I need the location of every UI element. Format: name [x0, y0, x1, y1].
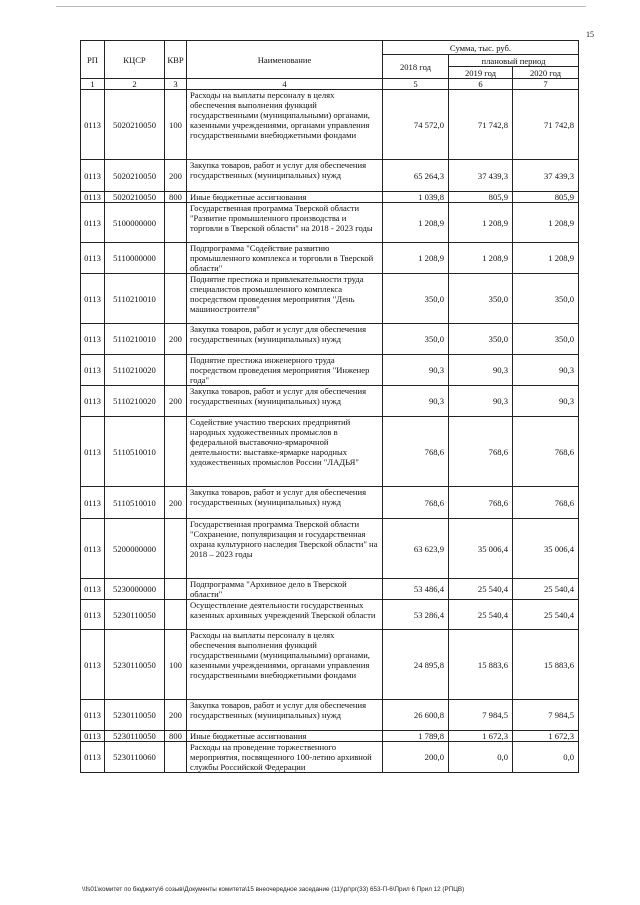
- row-amount-2020: 71 742,8: [513, 90, 579, 160]
- row-kvr: [165, 243, 187, 274]
- table-row: [81, 417, 579, 487]
- row-kcsr: 5230110050: [105, 731, 165, 742]
- row-name: Осуществление деятельности государственных казенных архивных учреждений Тверской области: [187, 600, 383, 630]
- row-amount-2019: 71 742,8: [449, 90, 513, 160]
- row-amount-2020: 7 984,5: [513, 700, 579, 731]
- row-name: Иные бюджетные ассигнования: [187, 192, 383, 203]
- row-amount-2018: 768,6: [383, 417, 449, 487]
- row-kvr: 800: [165, 731, 187, 742]
- row-rp: 0113: [81, 274, 105, 324]
- table-row: [81, 519, 579, 579]
- column-index: 1: [81, 79, 105, 90]
- column-index: 7: [513, 79, 579, 90]
- row-kcsr: 5110210010: [105, 324, 165, 355]
- row-rp: 0113: [81, 243, 105, 274]
- column-index: 2: [105, 79, 165, 90]
- row-kcsr: 5230110050: [105, 630, 165, 700]
- row-amount-2020: 0,0: [513, 742, 579, 773]
- row-name: Иные бюджетные ассигнования: [187, 731, 383, 742]
- column-index: 4: [187, 79, 383, 90]
- row-rp: 0113: [81, 160, 105, 192]
- row-rp: 0113: [81, 203, 105, 243]
- row-amount-2018: 26 600,8: [383, 700, 449, 731]
- column-index-row: [81, 79, 579, 90]
- row-amount-2019: 37 439,3: [449, 160, 513, 192]
- row-kcsr: 5110510010: [105, 417, 165, 487]
- row-rp: 0113: [81, 90, 105, 160]
- row-amount-2019: 25 540,4: [449, 600, 513, 630]
- row-amount-2020: 350,0: [513, 324, 579, 355]
- row-amount-2019: 90,3: [449, 355, 513, 386]
- row-rp: 0113: [81, 417, 105, 487]
- row-kvr: [165, 274, 187, 324]
- row-rp: 0113: [81, 386, 105, 417]
- row-name: Закупка товаров, работ и услуг для обеспечения государственных (муниципальных) нужд: [187, 700, 383, 731]
- row-amount-2019: 805,9: [449, 192, 513, 203]
- row-kvr: 200: [165, 160, 187, 192]
- row-amount-2018: 1 039,8: [383, 192, 449, 203]
- table-row: [81, 90, 579, 160]
- table-row: [81, 731, 579, 742]
- header-year-2019: 2019 год: [449, 67, 513, 79]
- row-amount-2018: 350,0: [383, 324, 449, 355]
- row-amount-2018: 768,6: [383, 487, 449, 519]
- row-name: Подпрограмма "Содействие развитию промышленного комплекса и торговли в Тверской области": [187, 243, 383, 274]
- row-rp: 0113: [81, 324, 105, 355]
- row-amount-2018: 24 895,8: [383, 630, 449, 700]
- row-amount-2020: 1 672,3: [513, 731, 579, 742]
- row-kvr: 100: [165, 630, 187, 700]
- table-row: [81, 203, 579, 243]
- row-kcsr: 5110000000: [105, 243, 165, 274]
- row-kcsr: 5020210050: [105, 160, 165, 192]
- row-amount-2020: 350,0: [513, 274, 579, 324]
- table-row: [81, 700, 579, 731]
- row-name: Расходы на проведение торжественного мероприятия, посвященного 100-летию архивной службы Российской Федерации: [187, 742, 383, 773]
- row-amount-2019: 15 883,6: [449, 630, 513, 700]
- row-rp: 0113: [81, 487, 105, 519]
- column-index: 3: [165, 79, 187, 90]
- header-name: Наименование: [187, 41, 383, 79]
- header-kcsr: КЦСР: [105, 41, 165, 79]
- header-year-2020: 2020 год: [513, 67, 579, 79]
- row-amount-2020: 805,9: [513, 192, 579, 203]
- row-kvr: [165, 742, 187, 773]
- row-amount-2019: 350,0: [449, 274, 513, 324]
- row-name: Закупка товаров, работ и услуг для обеспечения государственных (муниципальных) нужд: [187, 324, 383, 355]
- page-number: 15: [586, 30, 594, 39]
- row-name: Подпрограмма "Архивное дело в Тверской области": [187, 579, 383, 600]
- header-rp: РП: [81, 41, 105, 79]
- row-amount-2020: 768,6: [513, 417, 579, 487]
- row-amount-2019: 90,3: [449, 386, 513, 417]
- row-amount-2019: 1 208,9: [449, 243, 513, 274]
- row-name: Закупка товаров, работ и услуг для обеспечения государственных (муниципальных) нужд: [187, 386, 383, 417]
- table-row: [81, 630, 579, 700]
- row-kcsr: 5230110050: [105, 600, 165, 630]
- row-name: Поднятие престижа инженерного труда посредством проведения мероприятия "Инженер года": [187, 355, 383, 386]
- table-row: [81, 160, 579, 192]
- row-name: Расходы на выплаты персоналу в целях обеспечения выполнения функций государственными (муниципальными) органами, казенными учреждениями, органами управления государственными внебюджетными фондами: [187, 90, 383, 160]
- row-rp: 0113: [81, 579, 105, 600]
- row-amount-2020: 25 540,4: [513, 579, 579, 600]
- row-amount-2019: 35 006,4: [449, 519, 513, 579]
- table-row: [81, 274, 579, 324]
- row-kvr: 200: [165, 324, 187, 355]
- row-name: Закупка товаров, работ и услуг для обеспечения государственных (муниципальных) нужд: [187, 487, 383, 519]
- row-amount-2019: 1 672,3: [449, 731, 513, 742]
- row-amount-2018: 63 623,9: [383, 519, 449, 579]
- row-kvr: [165, 355, 187, 386]
- header-kvr: КВР: [165, 41, 187, 79]
- row-amount-2019: 25 540,4: [449, 579, 513, 600]
- row-amount-2018: 1 208,9: [383, 203, 449, 243]
- row-kcsr: 5020210050: [105, 90, 165, 160]
- row-name: Расходы на выплаты персоналу в целях обеспечения выполнения функций государственными (муниципальными) органами, казенными учреждениями, органами управления государственными внебюджетными фондами: [187, 630, 383, 700]
- row-amount-2020: 37 439,3: [513, 160, 579, 192]
- row-kcsr: 5110210020: [105, 386, 165, 417]
- row-rp: 0113: [81, 742, 105, 773]
- row-amount-2020: 768,6: [513, 487, 579, 519]
- row-amount-2018: 53 286,4: [383, 600, 449, 630]
- table-row: [81, 355, 579, 386]
- row-kvr: [165, 203, 187, 243]
- table-row: [81, 243, 579, 274]
- table-row: [81, 600, 579, 630]
- table-row: [81, 192, 579, 203]
- header-sum: Сумма, тыс. руб.: [383, 41, 579, 55]
- row-kvr: 800: [165, 192, 187, 203]
- row-amount-2020: 1 208,9: [513, 243, 579, 274]
- column-index: 5: [383, 79, 449, 90]
- row-rp: 0113: [81, 355, 105, 386]
- header-year-2018: 2018 год: [383, 55, 449, 79]
- row-kvr: 200: [165, 386, 187, 417]
- row-amount-2019: 768,6: [449, 417, 513, 487]
- row-kvr: 100: [165, 90, 187, 160]
- row-amount-2019: 350,0: [449, 324, 513, 355]
- table-row: [81, 742, 579, 773]
- row-kvr: [165, 579, 187, 600]
- budget-table: [80, 40, 579, 773]
- table-row: [81, 487, 579, 519]
- row-amount-2020: 90,3: [513, 386, 579, 417]
- row-kvr: [165, 417, 187, 487]
- row-amount-2018: 65 264,3: [383, 160, 449, 192]
- row-rp: 0113: [81, 600, 105, 630]
- row-name: Государственная программа Тверской области "Развитие промышленного производства и торговли в Тверской области" на 2018 - 2023 годы: [187, 203, 383, 243]
- column-index: 6: [449, 79, 513, 90]
- row-amount-2020: 15 883,6: [513, 630, 579, 700]
- row-kcsr: 5110510010: [105, 487, 165, 519]
- row-amount-2020: 35 006,4: [513, 519, 579, 579]
- row-name: Поднятие престижа и привлекательности труда специалистов промышленного комплекса посредством проведения мероприятия "День машиностроителя": [187, 274, 383, 324]
- row-amount-2020: 1 208,9: [513, 203, 579, 243]
- row-kcsr: 5110210020: [105, 355, 165, 386]
- file-path-footer: \\fs01\комитет по бюджету\6 созыв\Документы комитета\15 внеочередное заседание (11)\рг\рг(33) 653-П-6\Прил 6 Прил 12 (РПЦВ): [82, 886, 465, 893]
- row-amount-2018: 90,3: [383, 386, 449, 417]
- row-amount-2018: 200,0: [383, 742, 449, 773]
- row-kcsr: 5110210010: [105, 274, 165, 324]
- row-name: Закупка товаров, работ и услуг для обеспечения государственных (муниципальных) нужд: [187, 160, 383, 192]
- row-name: Содействие участию тверских предприятий народных художественных промыслов в федеральной выставочно-ярмарочной деятельности: выставке-ярмарке народных художественных промыслов России "ЛАДЬЯ": [187, 417, 383, 487]
- row-kvr: 200: [165, 700, 187, 731]
- row-rp: 0113: [81, 192, 105, 203]
- row-amount-2018: 1 208,9: [383, 243, 449, 274]
- row-amount-2018: 90,3: [383, 355, 449, 386]
- row-amount-2018: 74 572,0: [383, 90, 449, 160]
- row-rp: 0113: [81, 731, 105, 742]
- row-kvr: 200: [165, 487, 187, 519]
- table-row: [81, 579, 579, 600]
- row-amount-2018: 1 789,8: [383, 731, 449, 742]
- row-rp: 0113: [81, 630, 105, 700]
- row-kcsr: 5230110050: [105, 700, 165, 731]
- row-rp: 0113: [81, 700, 105, 731]
- header-planned-period: плановый период: [449, 55, 579, 67]
- row-kcsr: 5230000000: [105, 579, 165, 600]
- row-amount-2019: 0,0: [449, 742, 513, 773]
- table-row: [81, 324, 579, 355]
- row-amount-2019: 7 984,5: [449, 700, 513, 731]
- row-name: Государственная программа Тверской области "Сохранение, популяризация и государственная охрана культурного наследия Тверской области" на 2018 – 2023 годы: [187, 519, 383, 579]
- row-kvr: [165, 519, 187, 579]
- row-kcsr: 5230110060: [105, 742, 165, 773]
- row-amount-2018: 350,0: [383, 274, 449, 324]
- row-kvr: [165, 600, 187, 630]
- row-amount-2019: 768,6: [449, 487, 513, 519]
- top-rule: [56, 6, 586, 7]
- row-rp: 0113: [81, 519, 105, 579]
- row-kcsr: 5020210050: [105, 192, 165, 203]
- row-amount-2020: 25 540,4: [513, 600, 579, 630]
- row-amount-2019: 1 208,9: [449, 203, 513, 243]
- table-row: [81, 386, 579, 417]
- row-amount-2020: 90,3: [513, 355, 579, 386]
- row-kcsr: 5100000000: [105, 203, 165, 243]
- row-amount-2018: 53 486,4: [383, 579, 449, 600]
- row-kcsr: 5200000000: [105, 519, 165, 579]
